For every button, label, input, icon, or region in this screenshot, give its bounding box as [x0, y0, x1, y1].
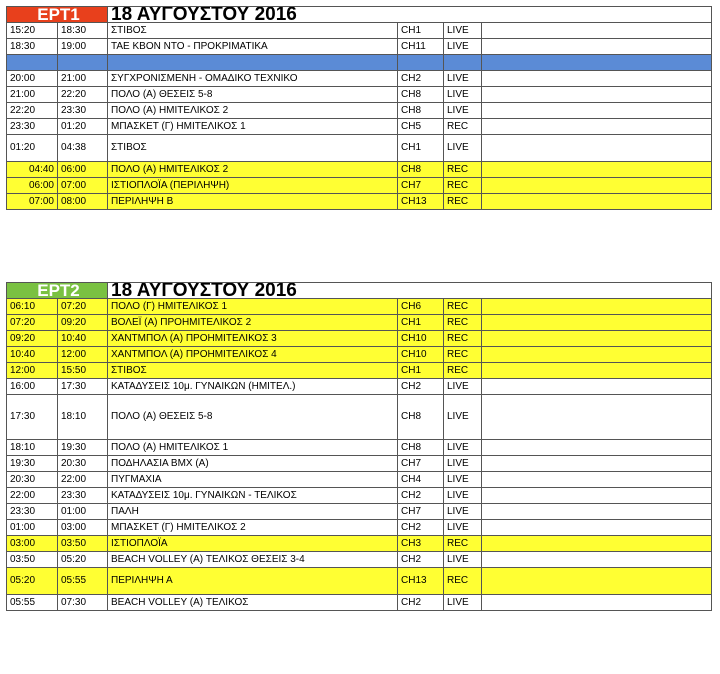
- schedule-row: [7, 504, 712, 520]
- end-time: 05:55: [58, 568, 108, 595]
- end-time: 19:00: [58, 39, 108, 55]
- channel-code: [398, 55, 444, 71]
- notes-cell: [482, 456, 712, 472]
- broadcast-status: LIVE: [444, 488, 482, 504]
- channel-label: ΕΡΤ2: [7, 283, 108, 299]
- channel-code: CH13: [398, 568, 444, 595]
- broadcast-status: LIVE: [444, 395, 482, 440]
- event-name: ΜΠΑΣΚΕΤ (Γ) ΗΜΙΤΕΛΙΚΟΣ 1: [108, 119, 398, 135]
- broadcast-status: LIVE: [444, 103, 482, 119]
- end-time: 18:10: [58, 395, 108, 440]
- channel-code: CH2: [398, 520, 444, 536]
- event-name: ΜΠΑΣΚΕΤ (Γ) ΗΜΙΤΕΛΙΚΟΣ 2: [108, 520, 398, 536]
- start-time: 03:50: [7, 552, 58, 568]
- broadcast-status: REC: [444, 347, 482, 363]
- event-name: ΠΟΛΟ (Α) ΗΜΙΤΕΛΙΚΟΣ 1: [108, 440, 398, 456]
- notes-cell: [482, 440, 712, 456]
- broadcast-status: LIVE: [444, 87, 482, 103]
- schedule-row: [7, 87, 712, 103]
- event-name: ΠΟΔΗΛΑΣΙΑ BMX (Α): [108, 456, 398, 472]
- channel-code: CH10: [398, 347, 444, 363]
- ert1-schedule-table: [6, 6, 712, 210]
- broadcast-status: REC: [444, 568, 482, 595]
- event-name: ΠΕΡΙΛΗΨΗ Β: [108, 194, 398, 210]
- notes-cell: [482, 87, 712, 103]
- schedule-row: [7, 331, 712, 347]
- channel-code: CH2: [398, 595, 444, 611]
- start-time: 10:40: [7, 347, 58, 363]
- channel-code: CH8: [398, 162, 444, 178]
- event-name: ΤΑΕ ΚΒΟΝ ΝΤΟ - ΠΡΟΚΡΙΜΑΤΙΚΑ: [108, 39, 398, 55]
- end-time: [58, 55, 108, 71]
- event-name: BEACH VOLLEY (Α) ΤΕΛΙΚΟΣ ΘΕΣΕΙΣ 3-4: [108, 552, 398, 568]
- event-name: ΚΑΤΑΔΥΣΕΙΣ 10μ. ΓΥΝΑΙΚΩΝ (ΗΜΙΤΕΛ.): [108, 379, 398, 395]
- start-time: 05:55: [7, 595, 58, 611]
- schedule-row: [7, 23, 712, 39]
- start-time: 07:00: [7, 194, 58, 210]
- schedule-row: [7, 379, 712, 395]
- schedule-row: [7, 347, 712, 363]
- notes-cell: [482, 552, 712, 568]
- start-time: 04:40: [7, 162, 58, 178]
- end-time: 01:20: [58, 119, 108, 135]
- channel-code: CH8: [398, 87, 444, 103]
- schedule-row: [7, 520, 712, 536]
- channel-code: CH2: [398, 488, 444, 504]
- start-time: 01:20: [7, 135, 58, 162]
- broadcast-status: LIVE: [444, 440, 482, 456]
- notes-cell: [482, 395, 712, 440]
- broadcast-status: REC: [444, 178, 482, 194]
- end-time: 19:30: [58, 440, 108, 456]
- notes-cell: [482, 178, 712, 194]
- schedule-row: [7, 162, 712, 178]
- broadcast-status: [444, 55, 482, 71]
- notes-cell: [482, 536, 712, 552]
- schedule-row: [7, 194, 712, 210]
- notes-cell: [482, 379, 712, 395]
- end-time: 05:20: [58, 552, 108, 568]
- start-time: 05:20: [7, 568, 58, 595]
- schedule-row: [7, 119, 712, 135]
- schedule-row: [7, 135, 712, 162]
- notes-cell: [482, 595, 712, 611]
- schedule-row: [7, 103, 712, 119]
- broadcast-status: LIVE: [444, 23, 482, 39]
- channel-code: CH1: [398, 135, 444, 162]
- event-name: ΚΑΤΑΔΥΣΕΙΣ 10μ. ΓΥΝΑΙΚΩΝ - ΤΕΛΙΚΟΣ: [108, 488, 398, 504]
- channel-code: CH3: [398, 536, 444, 552]
- end-time: 20:30: [58, 456, 108, 472]
- broadcast-status: REC: [444, 194, 482, 210]
- end-time: 22:00: [58, 472, 108, 488]
- start-time: 16:00: [7, 379, 58, 395]
- end-time: 03:50: [58, 536, 108, 552]
- start-time: 23:30: [7, 119, 58, 135]
- end-time: 06:00: [58, 162, 108, 178]
- notes-cell: [482, 472, 712, 488]
- schedule-row: [7, 595, 712, 611]
- broadcast-status: LIVE: [444, 595, 482, 611]
- broadcast-status: LIVE: [444, 135, 482, 162]
- schedule-row: [7, 363, 712, 379]
- event-name: ΠΑΛΗ: [108, 504, 398, 520]
- event-name: ΣΤΙΒΟΣ: [108, 135, 398, 162]
- schedule-row: [7, 552, 712, 568]
- channel-code: CH11: [398, 39, 444, 55]
- end-time: 12:00: [58, 347, 108, 363]
- channel-code: CH5: [398, 119, 444, 135]
- channel-code: CH13: [398, 194, 444, 210]
- channel-code: CH10: [398, 331, 444, 347]
- notes-cell: [482, 71, 712, 87]
- notes-cell: [482, 299, 712, 315]
- start-time: 06:10: [7, 299, 58, 315]
- start-time: 15:20: [7, 23, 58, 39]
- event-name: ΠΟΛΟ (Α) ΘΕΣΕΙΣ 5-8: [108, 395, 398, 440]
- start-time: 01:00: [7, 520, 58, 536]
- event-name: ΒΟΛΕΪ (Α) ΠΡΟΗΜΙΤΕΛΙΚΟΣ 2: [108, 315, 398, 331]
- schedule-row: [7, 315, 712, 331]
- broadcast-status: REC: [444, 363, 482, 379]
- start-time: 09:20: [7, 331, 58, 347]
- start-time: 12:00: [7, 363, 58, 379]
- schedule-row: [7, 472, 712, 488]
- end-time: 03:00: [58, 520, 108, 536]
- notes-cell: [482, 568, 712, 595]
- notes-cell: [482, 194, 712, 210]
- event-name: ΙΣΤΙΟΠΛΟΪΑ (ΠΕΡΙΛΗΨΗ): [108, 178, 398, 194]
- start-time: 20:30: [7, 472, 58, 488]
- broadcast-status: LIVE: [444, 39, 482, 55]
- broadcast-status: REC: [444, 119, 482, 135]
- notes-cell: [482, 331, 712, 347]
- schedule-row: [7, 536, 712, 552]
- channel-code: CH4: [398, 472, 444, 488]
- end-time: 21:00: [58, 71, 108, 87]
- notes-cell: [482, 119, 712, 135]
- schedule-row: [7, 440, 712, 456]
- broadcast-status: REC: [444, 162, 482, 178]
- channel-code: CH8: [398, 395, 444, 440]
- notes-cell: [482, 363, 712, 379]
- channel-code: CH1: [398, 23, 444, 39]
- event-name: ΠΥΓΜΑΧΙΑ: [108, 472, 398, 488]
- schedule-date: 18 ΑΥΓΟΥΣΤΟΥ 2016: [108, 7, 712, 23]
- notes-cell: [482, 162, 712, 178]
- event-name: ΠΟΛΟ (Γ) ΗΜΙΤΕΛΙΚΟΣ 1: [108, 299, 398, 315]
- event-name: ΧΑΝΤΜΠΟΛ (Α) ΠΡΟΗΜΙΤΕΛΙΚΟΣ 4: [108, 347, 398, 363]
- event-name: ΠΟΛΟ (Α) ΗΜΙΤΕΛΙΚΟΣ 2: [108, 162, 398, 178]
- end-time: 10:40: [58, 331, 108, 347]
- broadcast-status: REC: [444, 299, 482, 315]
- end-time: 01:00: [58, 504, 108, 520]
- start-time: 07:20: [7, 315, 58, 331]
- broadcast-status: LIVE: [444, 379, 482, 395]
- ert2-schedule-table: [6, 282, 712, 611]
- schedule-header: [7, 7, 712, 23]
- broadcast-status: REC: [444, 331, 482, 347]
- channel-code: CH1: [398, 363, 444, 379]
- start-time: 17:30: [7, 395, 58, 440]
- end-time: 07:30: [58, 595, 108, 611]
- event-name: BEACH VOLLEY (Α) ΤΕΛΙΚΟΣ: [108, 595, 398, 611]
- start-time: [7, 55, 58, 71]
- start-time: 03:00: [7, 536, 58, 552]
- schedule-row: [7, 299, 712, 315]
- end-time: 07:00: [58, 178, 108, 194]
- notes-cell: [482, 135, 712, 162]
- notes-cell: [482, 39, 712, 55]
- end-time: 23:30: [58, 488, 108, 504]
- notes-cell: [482, 504, 712, 520]
- schedule-row: [7, 568, 712, 595]
- event-name: ΣΤΙΒΟΣ: [108, 363, 398, 379]
- notes-cell: [482, 520, 712, 536]
- schedule-row: [7, 178, 712, 194]
- end-time: 18:30: [58, 23, 108, 39]
- notes-cell: [482, 55, 712, 71]
- end-time: 08:00: [58, 194, 108, 210]
- schedule-row: [7, 456, 712, 472]
- start-time: 21:00: [7, 87, 58, 103]
- start-time: 18:30: [7, 39, 58, 55]
- schedule-row: [7, 488, 712, 504]
- event-name: ΙΣΤΙΟΠΛΟΪΑ: [108, 536, 398, 552]
- broadcast-status: LIVE: [444, 456, 482, 472]
- end-time: 15:50: [58, 363, 108, 379]
- broadcast-status: REC: [444, 536, 482, 552]
- notes-cell: [482, 315, 712, 331]
- channel-code: CH6: [398, 299, 444, 315]
- schedule-row: [7, 39, 712, 55]
- channel-code: CH2: [398, 552, 444, 568]
- broadcast-status: LIVE: [444, 472, 482, 488]
- schedule-row: [7, 71, 712, 87]
- schedule-date: 18 ΑΥΓΟΥΣΤΟΥ 2016: [108, 283, 712, 299]
- end-time: 17:30: [58, 379, 108, 395]
- start-time: 18:10: [7, 440, 58, 456]
- channel-code: CH2: [398, 379, 444, 395]
- channel-code: CH7: [398, 456, 444, 472]
- broadcast-status: LIVE: [444, 504, 482, 520]
- broadcast-status: LIVE: [444, 552, 482, 568]
- end-time: 04:38: [58, 135, 108, 162]
- notes-cell: [482, 347, 712, 363]
- end-time: 09:20: [58, 315, 108, 331]
- end-time: 07:20: [58, 299, 108, 315]
- schedule-row: [7, 395, 712, 440]
- event-name: ΠΟΛΟ (Α) ΗΜΙΤΕΛΙΚΟΣ 2: [108, 103, 398, 119]
- start-time: 22:00: [7, 488, 58, 504]
- broadcast-status: LIVE: [444, 71, 482, 87]
- channel-code: CH8: [398, 103, 444, 119]
- start-time: 23:30: [7, 504, 58, 520]
- channel-code: CH7: [398, 504, 444, 520]
- start-time: 22:20: [7, 103, 58, 119]
- event-name: [108, 55, 398, 71]
- broadcast-status: LIVE: [444, 520, 482, 536]
- notes-cell: [482, 103, 712, 119]
- start-time: 20:00: [7, 71, 58, 87]
- channel-code: CH1: [398, 315, 444, 331]
- end-time: 22:20: [58, 87, 108, 103]
- broadcast-status: REC: [444, 315, 482, 331]
- channel-code: CH7: [398, 178, 444, 194]
- event-name: ΠΟΛΟ (Α) ΘΕΣΕΙΣ 5-8: [108, 87, 398, 103]
- notes-cell: [482, 488, 712, 504]
- channel-code: CH2: [398, 71, 444, 87]
- end-time: 23:30: [58, 103, 108, 119]
- start-time: 19:30: [7, 456, 58, 472]
- event-name: ΣΤΙΒΟΣ: [108, 23, 398, 39]
- start-time: 06:00: [7, 178, 58, 194]
- channel-code: CH8: [398, 440, 444, 456]
- event-name: ΣΥΓΧΡΟΝΙΣΜΕΝΗ - ΟΜΑΔΙΚΟ ΤΕΧΝΙΚΟ: [108, 71, 398, 87]
- channel-label: ΕΡΤ1: [7, 7, 108, 23]
- event-name: ΧΑΝΤΜΠΟΛ (Α) ΠΡΟΗΜΙΤΕΛΙΚΟΣ 3: [108, 331, 398, 347]
- event-name: ΠΕΡΙΛΗΨΗ Α: [108, 568, 398, 595]
- schedule-header: [7, 283, 712, 299]
- schedule-row: [7, 55, 712, 71]
- notes-cell: [482, 23, 712, 39]
